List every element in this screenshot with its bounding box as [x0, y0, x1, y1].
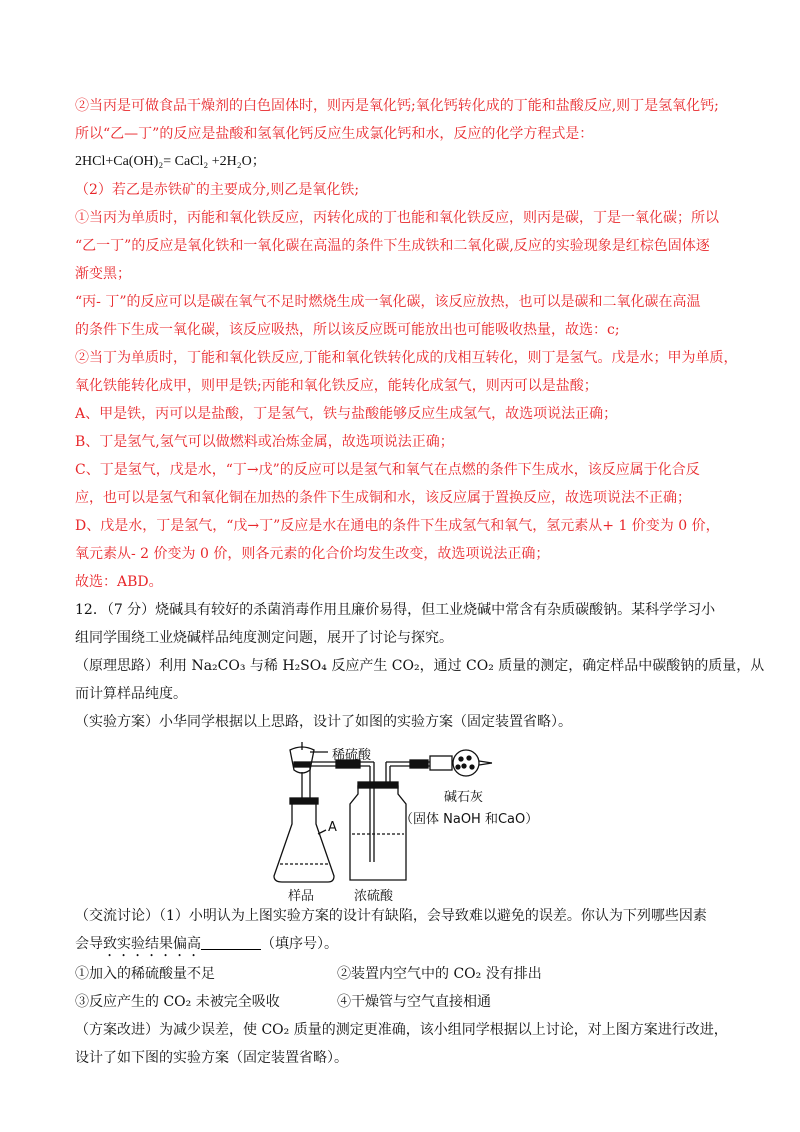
option-2: ②装置内空气中的 CO₂ 没有排出: [337, 966, 542, 982]
final-answer: 故选：ABD。: [75, 574, 163, 590]
label-dilute-sulfuric-acid: 稀硫酸: [332, 748, 372, 763]
discussion-prefix: 会导: [75, 936, 103, 952]
discussion-suffix: （填序号）。: [261, 936, 338, 952]
question-12-stem: 12．（7 分）烧碱具有较好的杀菌消毒作用且廉价易得，但工业烧碱中常含有杂质碳酸钠。某科学学习小: [75, 602, 716, 618]
answer-line: （2）若乙是赤铁矿的主要成分,则乙是氧化铁;: [75, 182, 360, 198]
option-analysis-c: C、丁是氢气，戊是水，“丁→戊”的反应可以是氢气和氧气在点燃的条件下生成水，该反应属于化合反: [75, 462, 700, 478]
answer-line: “乙一丁”的反应是氧化铁和一氧化碳在高温的条件下生成铁和二氧化碳,反应的实验现象是红棕色固体逐: [75, 238, 710, 254]
option-analysis-d-cont: 氧元素从- 2 价变为 0 价，则各元素的化合价均发生改变，故选项说法正确；: [75, 546, 550, 562]
option-1: ①加入的稀硫酸量不足: [75, 966, 215, 982]
answer-line: 所以“乙—丁”的反应是盐酸和氢氧化钙反应生成氯化钙和水，反应的化学方程式是：: [75, 126, 594, 142]
label-concentrated-sulfuric-acid: 浓硫酸: [354, 889, 394, 904]
label-soda-lime: 碱石灰: [444, 790, 484, 805]
answer-line: 氧化铁能转化成甲，则甲是铁;丙能和氧化铁反应，能转化成氢气，则丙可以是盐酸；: [75, 378, 598, 394]
improvement-text: 设计了如下图的实验方案（固定装置省略）。: [75, 1050, 348, 1066]
option-analysis-c-cont: 应，也可以是氢气和氧化铜在加热的条件下生成铜和水，该反应属于置换反应，故选项说法不正确；: [75, 490, 691, 506]
answer-line: ②当丙是可做食品干燥剂的白色固体时，则丙是氧化钙;氧化钙转化成的丁能和盐酸反应,则丁是氢氧化钙;: [75, 98, 719, 114]
label-a: A: [328, 820, 337, 835]
discussion-question: [75, 930, 735, 960]
principle-text: 而计算样品纯度。: [75, 686, 187, 702]
answer-line: ①当丙为单质时，丙能和氧化铁反应，丙转化成的丁也能和氧化铁反应，则丙是碳，丁是一氧化碳；所以: [75, 210, 719, 226]
improvement-text: （方案改进）为减少误差，使 CO₂ 质量的测定更准确，该小组同学根据以上讨论，对上图方案进行改进，: [75, 1022, 728, 1038]
question-12-stem: 组同学围绕工业烧碱样品纯度测定问题，展开了讨论与探究。: [75, 630, 453, 646]
discussion-text: （交流讨论）（1）小明认为上图实验方案的设计有缺陷，会导致难以避免的误差。你认为下列哪些因素: [75, 908, 707, 924]
label-soda-lime-detail: （固体 NaOH 和CaO）: [400, 812, 539, 827]
option-analysis-a: A、甲是铁，丙可以是盐酸，丁是氢气，铁与盐酸能够反应生成氢气，故选项说法正确；: [75, 406, 618, 422]
answer-line: 的条件下生成一氧化碳，该反应吸热，所以该反应既可能放出也可能吸收热量，故选：c;: [75, 322, 620, 338]
option-3: ③反应产生的 CO₂ 未被完全吸收: [75, 994, 280, 1010]
answer-line: 渐变黑；: [75, 266, 131, 282]
answer-blank[interactable]: [201, 935, 261, 950]
answer-line: ②当丁为单质时，丁能和氧化铁反应,丁能和氧化铁转化成的戊相互转化，则丁是氢气。戊是水；甲为单质，: [75, 350, 738, 366]
emphasized-text: 致实验结果偏高: [103, 936, 201, 952]
option-analysis-b: B、丁是氢气,氢气可以做燃料或冶炼金属，故选项说法正确；: [75, 434, 454, 450]
apparatus-diagram: [270, 742, 539, 904]
option-4: ④干燥管与空气直接相通: [337, 994, 491, 1010]
options-row: [75, 988, 735, 1016]
plan-text: （实验方案）小华同学根据以上思路，设计了如图的实验方案（固定装置省略）。: [75, 714, 572, 730]
principle-text: （原理思路）利用 Na₂CO₃ 与稀 H₂SO₄ 反应产生 CO₂，通过 CO₂ 质量的测定，确定样品中碳酸钠的质量，从: [75, 658, 765, 674]
answer-line: “丙- 丁”的反应可以是碳在氧气不足时燃烧生成一氧化碳，该反应放热，也可以是碳和二氧化碳在高温: [75, 294, 701, 310]
option-analysis-d: D、戊是水，丁是氢气，“戊→丁”反应是水在通电的条件下生成氢气和氧气，氢元素从+ 1 价变为 0 价，: [75, 518, 720, 534]
document-page: [75, 92, 765, 1072]
options-row: [75, 960, 735, 988]
label-sample: 样品: [288, 889, 315, 904]
chemical-equation: 2HCl+Ca(OH)₂= CaCl₂ +2H₂O；: [75, 154, 266, 169]
